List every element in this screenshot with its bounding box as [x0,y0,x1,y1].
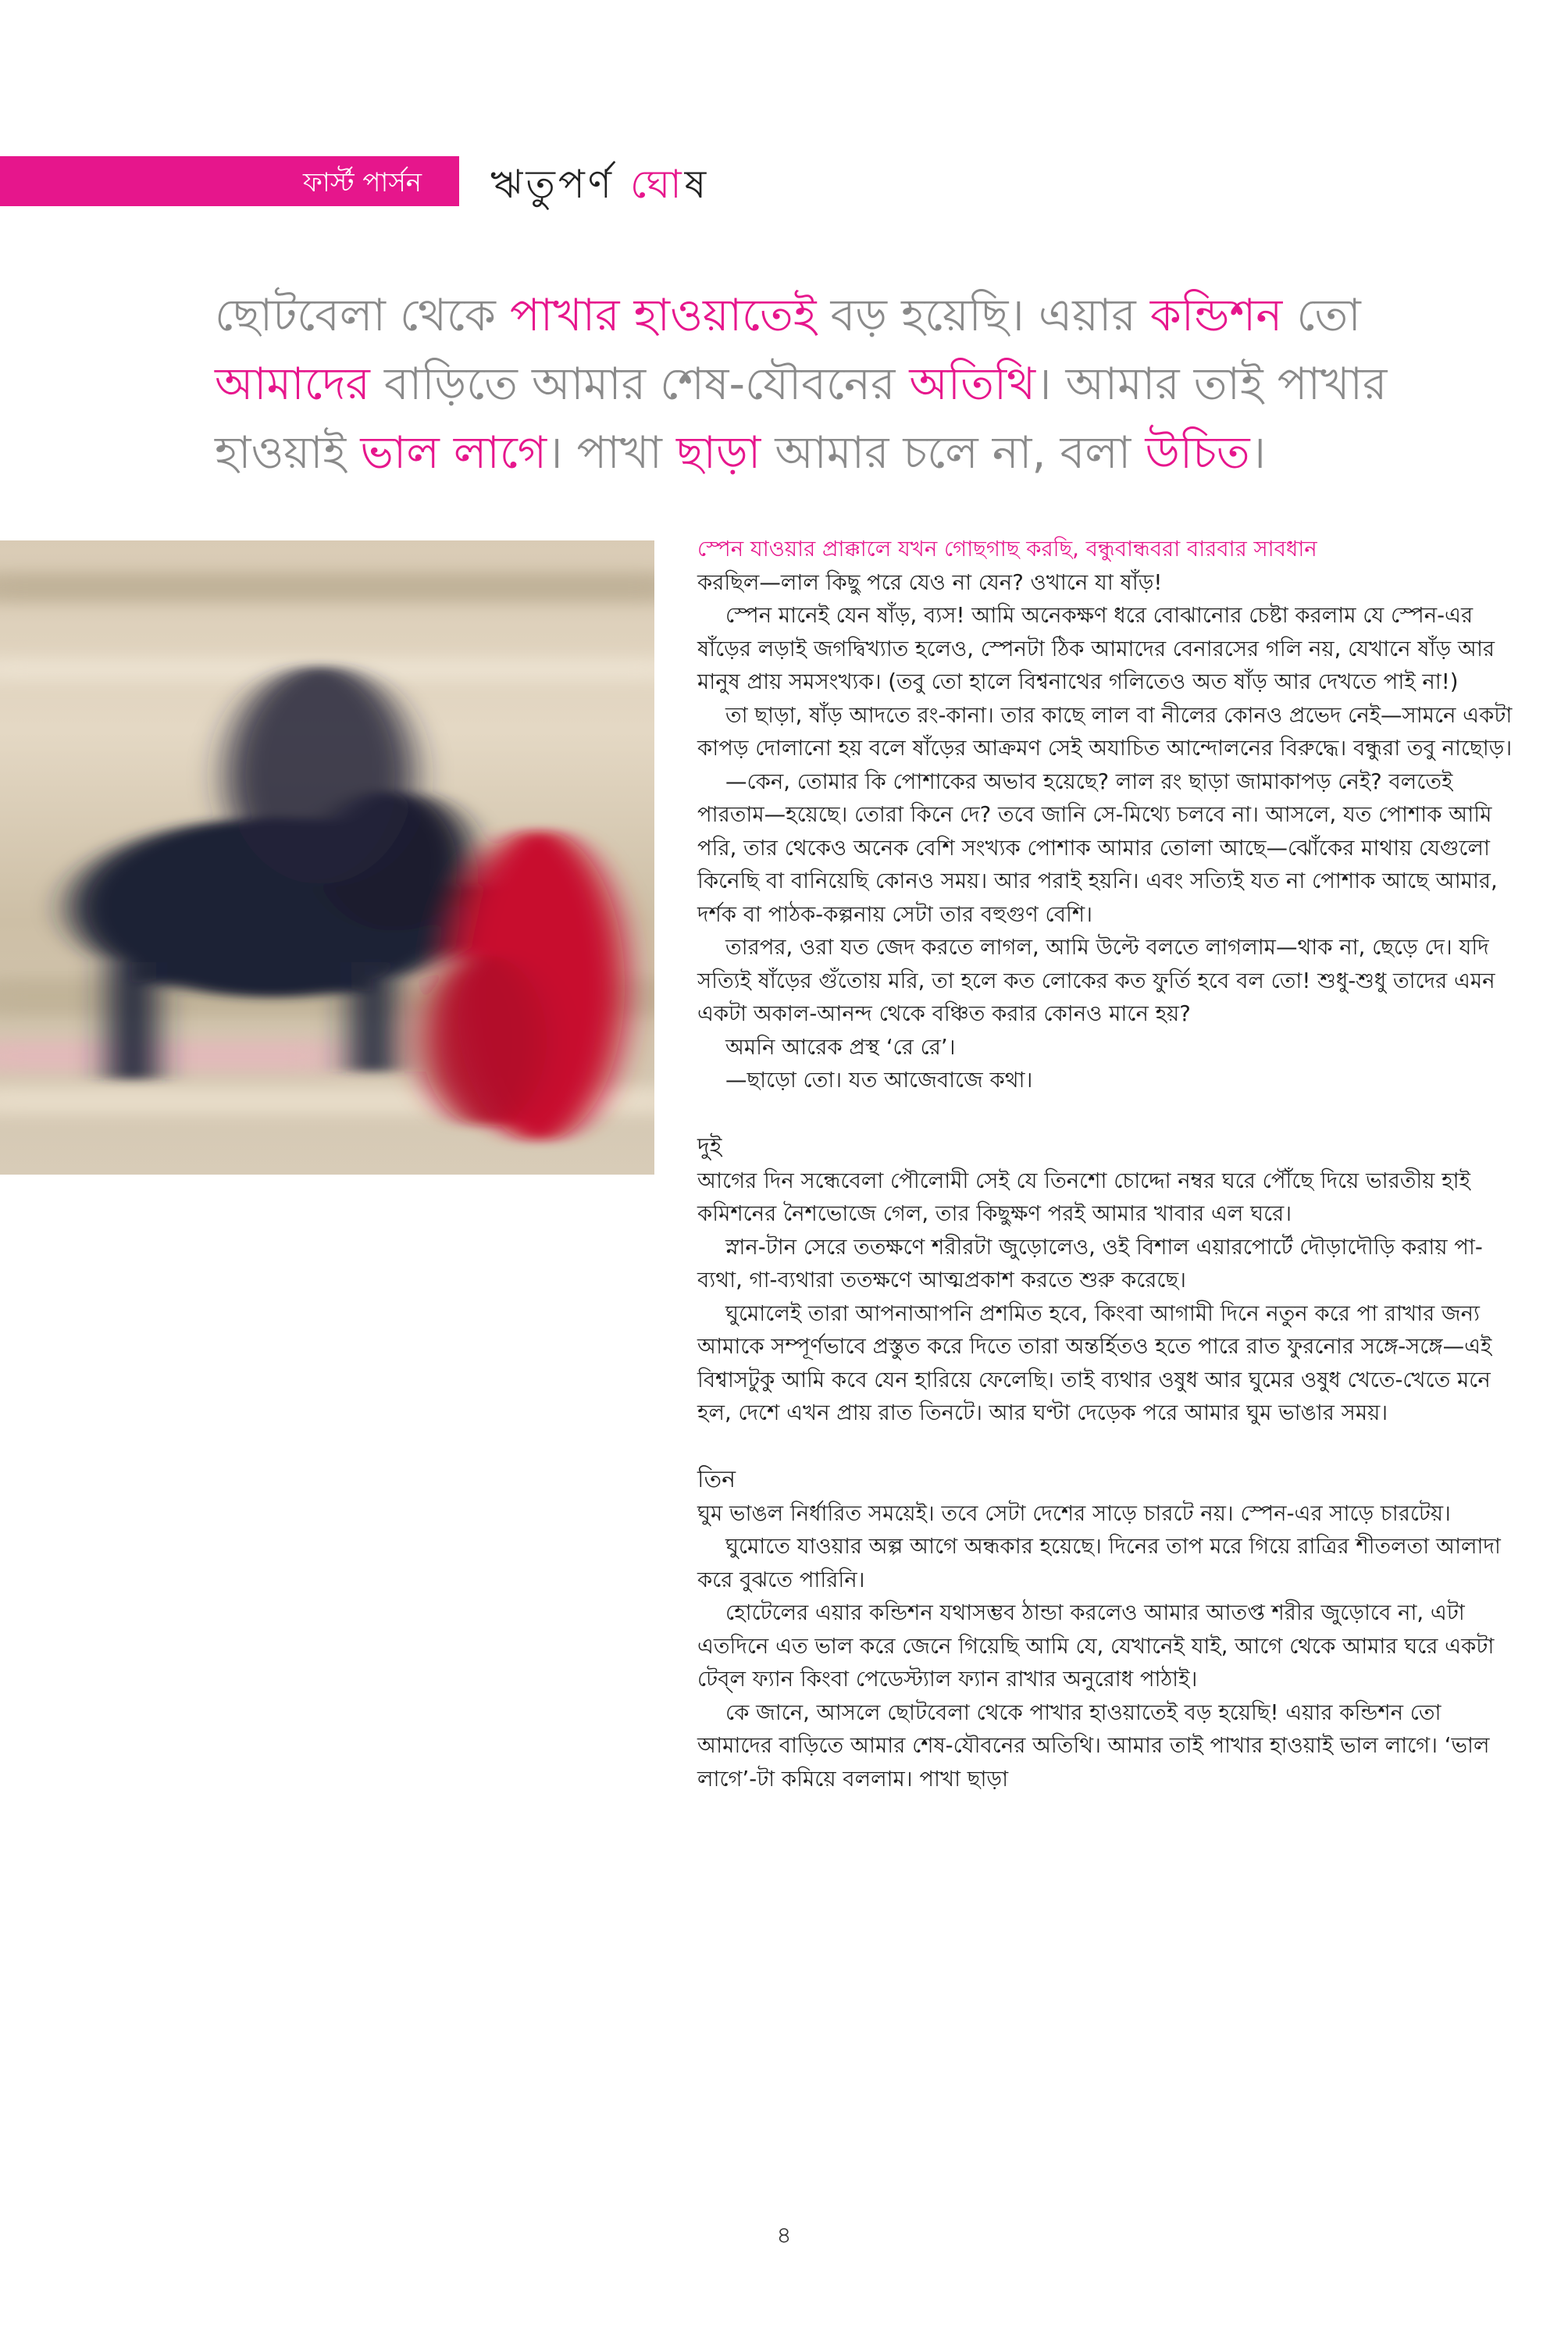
pull-quote-segment: । [1249,427,1267,479]
pull-quote-highlight: কন্ডিশন [1149,290,1283,341]
article-paragraph: স্নান-টান সেরে ততক্ষণে শরীরটা জুড়োলেও, ওই বিশাল এয়ারপোর্টে দৌড়াদৌড়ি করায় পা-ব্যথা, গা-ব্যথারা ততক্ষণে আত্মপ্রকাশ করতে শুরু করেছে। [697,1234,1483,1293]
pull-quote-segment: । পাখা [547,427,676,479]
article-paragraph: —কেন, তোমার কি পোশাকের অভাব হয়েছে? লাল রং ছাড়া জামাকাপড় নেই? বলতেই পারতাম—হয়েছে। তোরা কিনে দে? তবে জানি সে-মিথ্যে চলবে না। আসলে, যত পোশাক আমি পরি, তার থেকেও অনেক বেশি সংখ্যক পোশাক আমার তোলা আছে—ঝোঁকের মাথায় যেগুলো কিনেছি বা বানিয়েছি কোনও সময়। আর পরাই হয়নি। এবং সত্যিই যত না পোশাক আছে আমার, দর্শক বা পাঠক-কল্পনায় সেটা তার বহুগুণ বেশি। [697,768,1498,927]
article-paragraph: কে জানে, আসলে ছোটবেলা থেকে পাখার হাওয়াতেই বড় হয়েছি! এয়ার কন্ডিশন তো আমাদের বাড়িতে আমার শেষ-যৌবনের অতিথি। আমার তাই পাখার হাওয়াই ভাল লাগে। ‘ভাল লাগে’-টা কমিয়ে বললাম। পাখা ছাড়া [697,1699,1490,1792]
article-paragraph: অমনি আরেক প্রস্থ ‘রে রে’। [725,1034,956,1060]
column-label: ফার্স্ট পার্সন [303,167,422,198]
section-gap [697,1097,1513,1130]
author-name-part2: ঘো [629,162,685,207]
author-name-part3: ষ [684,162,710,207]
bullfight-photo [0,540,654,1175]
author-name-part1: ঋতুপর্ণ [490,162,630,207]
pull-quote [215,281,1511,487]
pull-quote-segment: আমার চলে না, বলা [761,427,1146,479]
article-paragraph: হোটেলের এয়ার কন্ডিশন যথাসম্ভব ঠান্ডা করলেও আমার আতপ্ত শরীর জুড়োবে না, এটা এতদিনে এত ভাল করে জেনে গিয়েছি আমি যে, যেখানেই যাই, আগে থেকে আমার ঘরে একটা টেব্‌ল ফ্যান কিংবা পেডেস্ট্যাল ফ্যান রাখার অনুরোধ পাঠাই। [697,1600,1495,1692]
article-paragraph: ঘুম ভাঙল নির্ধারিত সময়েই। তবে সেটা দেশের সাড়ে চারটে নয়। স্পেন-এর সাড়ে চারটেয়। [697,1500,1451,1526]
pull-quote-segment: বড় হয়েছি। এয়ার [816,290,1150,341]
article-paragraph: করছিল—লাল কিছু পরে যেও না যেন? ওখানে যা ষাঁড়! [697,569,1163,595]
article-paragraph: ঘুমোলেই তারা আপনাআপনি প্রশমিত হবে, কিংবা আগামী দিনে নতুন করে পা রাখার জন্য আমাকে সম্পূর্ণভাবে প্রস্তুত করে দিতে তারা অন্তর্হিতও হতে পারে রাত ফুরনোর সঙ্গে-সঙ্গে—এই বিশ্বাসটুকু আমি কবে যেন হারিয়ে ফেলেছি। তাই ব্যথার ওষুধ আর ঘুমের ওষুধ খেতে-খেতে মনে হল, দেশে এখন প্রায় রাত তিনটে। আর ঘণ্টা দেড়েক পরে আমার ঘুম ভাঙার সময়। [697,1300,1492,1425]
article-paragraph: —ছাড়ো তো। যত আজেবাজে কথা। [725,1068,1033,1093]
pull-quote-highlight: অতিথি [909,358,1036,410]
article-paragraph: তা ছাড়া, ষাঁড় আদতে রং-কানা। তার কাছে লাল বা নীলের কোনও প্রভেদ নেই—সামনে একটা কাপড় দোলানো হয় বলে ষাঁড়ের আক্রমণ সেই অযাচিত আন্দোলনের বিরুদ্ধে। বন্ধুরা তবু নাছোড়। [697,702,1513,761]
pull-quote-highlight: উচিত [1145,427,1250,479]
page-number: ৪ [776,2222,792,2249]
article-lead: স্পেন যাওয়ার প্রাক্কালে যখন গোছগাছ করছি, বন্ধুবান্ধবরা বারবার সাবধান [697,537,1317,562]
pull-quote-segment: তো [1282,290,1361,341]
article-paragraph: তারপর, ওরা যত জেদ করতে লাগল, আমি উল্টে বলতে লাগলাম—থাক না, ছেড়ে দে। যদি সত্যিই ষাঁড়ের গুঁতোয় মরি, তা হলে কত লোকের কত ফুর্তি হবে বল তো! শুধু-শুধু তাদের এমন একটা অকাল-আনন্দ থেকে বঞ্চিত করার কোনও মানে হয়? [697,935,1495,1026]
pull-quote-highlight: ভাল লাগে [360,427,547,479]
pull-quote-highlight: ছাড়া [675,427,761,479]
article-paragraph: ঘুমোতে যাওয়ার অল্প আগে অন্ধকার হয়েছে। দিনের তাপ মরে গিয়ে রাত্রির শীতলতা আলাদা করে বুঝতে পারিনি। [697,1534,1501,1592]
pull-quote-highlight: পাখার হাওয়াতেই [509,290,817,341]
pull-quote-segment: বাড়িতে আমার শেষ-যৌবনের [369,358,910,410]
article-body [697,533,1513,1795]
pull-quote-segment: । আমার তাই পাখার হাওয়াই [215,358,1388,479]
article-paragraph: আগের দিন সন্ধেবেলা পৌলোমী সেই যে তিনশো চোদ্দো নম্বর ঘরে পৌঁছে দিয়ে ভারতীয় হাই কমিশনের নৈশভোজে গেল, তার কিছুক্ষণ পরই আমার খাবার এল ঘরে। [697,1168,1470,1226]
pull-quote-segment: ছোটবেলা থেকে [215,290,510,341]
pull-quote-highlight: আমাদের [215,358,370,410]
section-heading-3: তিন [697,1465,736,1493]
section-gap [697,1430,1513,1463]
author-name [490,161,709,208]
section-heading-2: দুই [697,1132,722,1161]
article-paragraph: স্পেন মানেই যেন ষাঁড়, ব্যস! আমি অনেকক্ষণ ধরে বোঝানোর চেষ্টা করলাম যে স্পেন-এর ষাঁড়ের লড়াই জগদ্বিখ্যাত হলেও, স্পেনটা ঠিক আমাদের বেনারসের গলি নয়, যেখানে ষাঁড় আর মানুষ প্রায় সমসংখ্যক। (তবু তো হালে বিশ্বনাথের গলিতেও অত ষাঁড় আর দেখতে পাই না!) [697,603,1495,694]
